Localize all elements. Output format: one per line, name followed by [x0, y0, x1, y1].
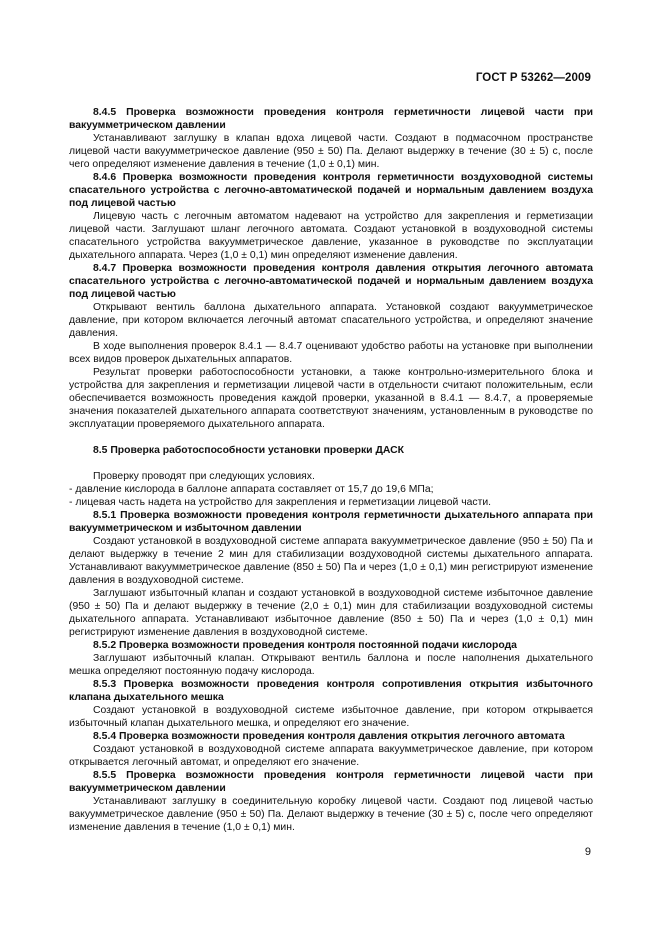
- heading-8-5-2: 8.5.2 Проверка возможности проведения контроля постоянной подачи кислорода: [93, 640, 517, 651]
- heading-8-5-4: 8.5.4 Проверка возможности проведения контроля давления открытия легочного автомата: [93, 731, 565, 742]
- page-number: 9: [584, 846, 591, 858]
- heading-8-5-5: 8.5.5 Проверка возможности проведения контроля герметичности лицевой части при вакуумметрическом давлении: [69, 770, 593, 794]
- paragraph: В ходе выполнения проверок 8.4.1 — 8.4.7 оценивают удобство работы на установке при выполнении всех видов проверок дыхательных аппаратов.: [69, 341, 593, 365]
- list-item: - лицевая часть надета на устройство для закрепления и герметизации лицевой части.: [69, 497, 492, 508]
- section-heading-8-5: 8.5 Проверка работоспособности установки проверки ДАСК: [93, 445, 404, 456]
- paragraph: Создают установкой в воздуховодной системе аппарата вакуумметрическое давление, при котором открывается легочный автомат, и определяют его значение.: [69, 744, 593, 768]
- paragraph: Результат проверки работоспособности установки, а также контрольно-измерительного блока и устройства для закрепления и герметизации лицевой части в отдельности считают положительным, если обеспечивается возможность проведения каждой проверки, указанной в 8.4.1 — 8.4.7, а проверяемые значения показателей дыхательного аппарата соответствуют значениям, установленным в руководстве по эксплуатации проверяемого дыхательного аппарата.: [69, 367, 593, 430]
- paragraph: Открывают вентиль баллона дыхательного аппарата. Установкой создают вакуумметрическое давление, при котором включается легочный автомат спасательного устройства, и определяют значение давления.: [69, 302, 593, 339]
- paragraph: Создают установкой в воздуховодной системе аппарата вакуумметрическое давление (950 ± 50) Па и делают выдержку в течение 2 мин для стабилизации воздуховодной системы дыхательного аппарата. Устанавливают вакуумметрическое давление (850 ± 50) Па и через (1,0 ± 0,1) мин регистрируют изменение давления в воздуховодной системе.: [69, 536, 593, 586]
- heading-8-4-5: 8.4.5 Проверка возможности проведения контроля герметичности лицевой части при вакуумметрическом давлении: [69, 107, 593, 131]
- paragraph: Создают установкой в воздуховодной системе избыточное давление, при котором открывается избыточный клапан дыхательного мешка, и определяют его значение.: [69, 705, 593, 729]
- paragraph: Устанавливают заглушку в клапан вдоха лицевой части. Создают в подмасочном пространстве лицевой части вакуумметрическое давление (950 ± 50) Па. Делают выдержку в течение (30 ± 5) с, после чего определяют изменение давления в течение (1,0 ± 0,1) мин.: [69, 133, 593, 170]
- heading-8-5-3: 8.5.3 Проверка возможности проведения контроля сопротивления открытия избыточного клапана дыхательного мешка: [69, 679, 593, 703]
- heading-8-5-1: 8.5.1 Проверка возможности проведения контроля герметичности дыхательного аппарата при вакуумметрическом и избыточном давлении: [69, 510, 593, 534]
- paragraph: Проверку проводят при следующих условиях.: [93, 471, 315, 482]
- heading-8-4-6: 8.4.6 Проверка возможности проведения контроля герметичности воздуховодной системы спасательного устройства с легочно-автоматической подачей и нормальным давлением воздуха под лицевой частью: [69, 172, 593, 209]
- paragraph: Устанавливают заглушку в соединительную коробку лицевой части. Создают под лицевой частью вакуумметрическое давление (950 ± 50) Па. Делают выдержку в течение (30 ± 5) с, после чего определяют изменение давления в течение (1,0 ± 0,1) мин.: [69, 796, 593, 833]
- list-item: - давление кислорода в баллоне аппарата составляет от 15,7 до 19,6 МПа;: [69, 484, 434, 495]
- heading-8-4-7: 8.4.7 Проверка возможности проведения контроля давления открытия легочного автомата спасательного устройства с легочно-автоматической подачей и нормальным давлением воздуха под лицевой частью: [69, 263, 593, 300]
- spacer: [69, 431, 593, 444]
- document-body: [69, 106, 593, 834]
- paragraph: Заглушают избыточный клапан. Открывают вентиль баллона и после наполнения дыхательного мешка определяют постоянную подачу кислорода.: [69, 653, 593, 677]
- document-header: ГОСТ Р 53262—2009: [475, 72, 591, 84]
- paragraph: Заглушают избыточный клапан и создают установкой в воздуховодной системе избыточное давление (950 ± 50) Па и делают выдержку в течение (2,0 ± 0,1) мин для стабилизации воздуховодной системы дыхательного аппарата. Устанавливают избыточное давление (850 ± 50) Па и через (1,0 ± 0,1) мин регистрируют изменение давления в воздуховодной системе.: [69, 588, 593, 638]
- paragraph: Лицевую часть с легочным автоматом надевают на устройство для закрепления и герметизации лицевой части. Заглушают шланг легочного автомата. Создают установкой в воздуховодной системы спасательного устройства вакуумметрическое давление, указанное в руководстве по эксплуатации дыхательного аппарата. Через (1,0 ± 0,1) мин определяют изменение давления.: [69, 211, 593, 261]
- spacer: [69, 457, 593, 470]
